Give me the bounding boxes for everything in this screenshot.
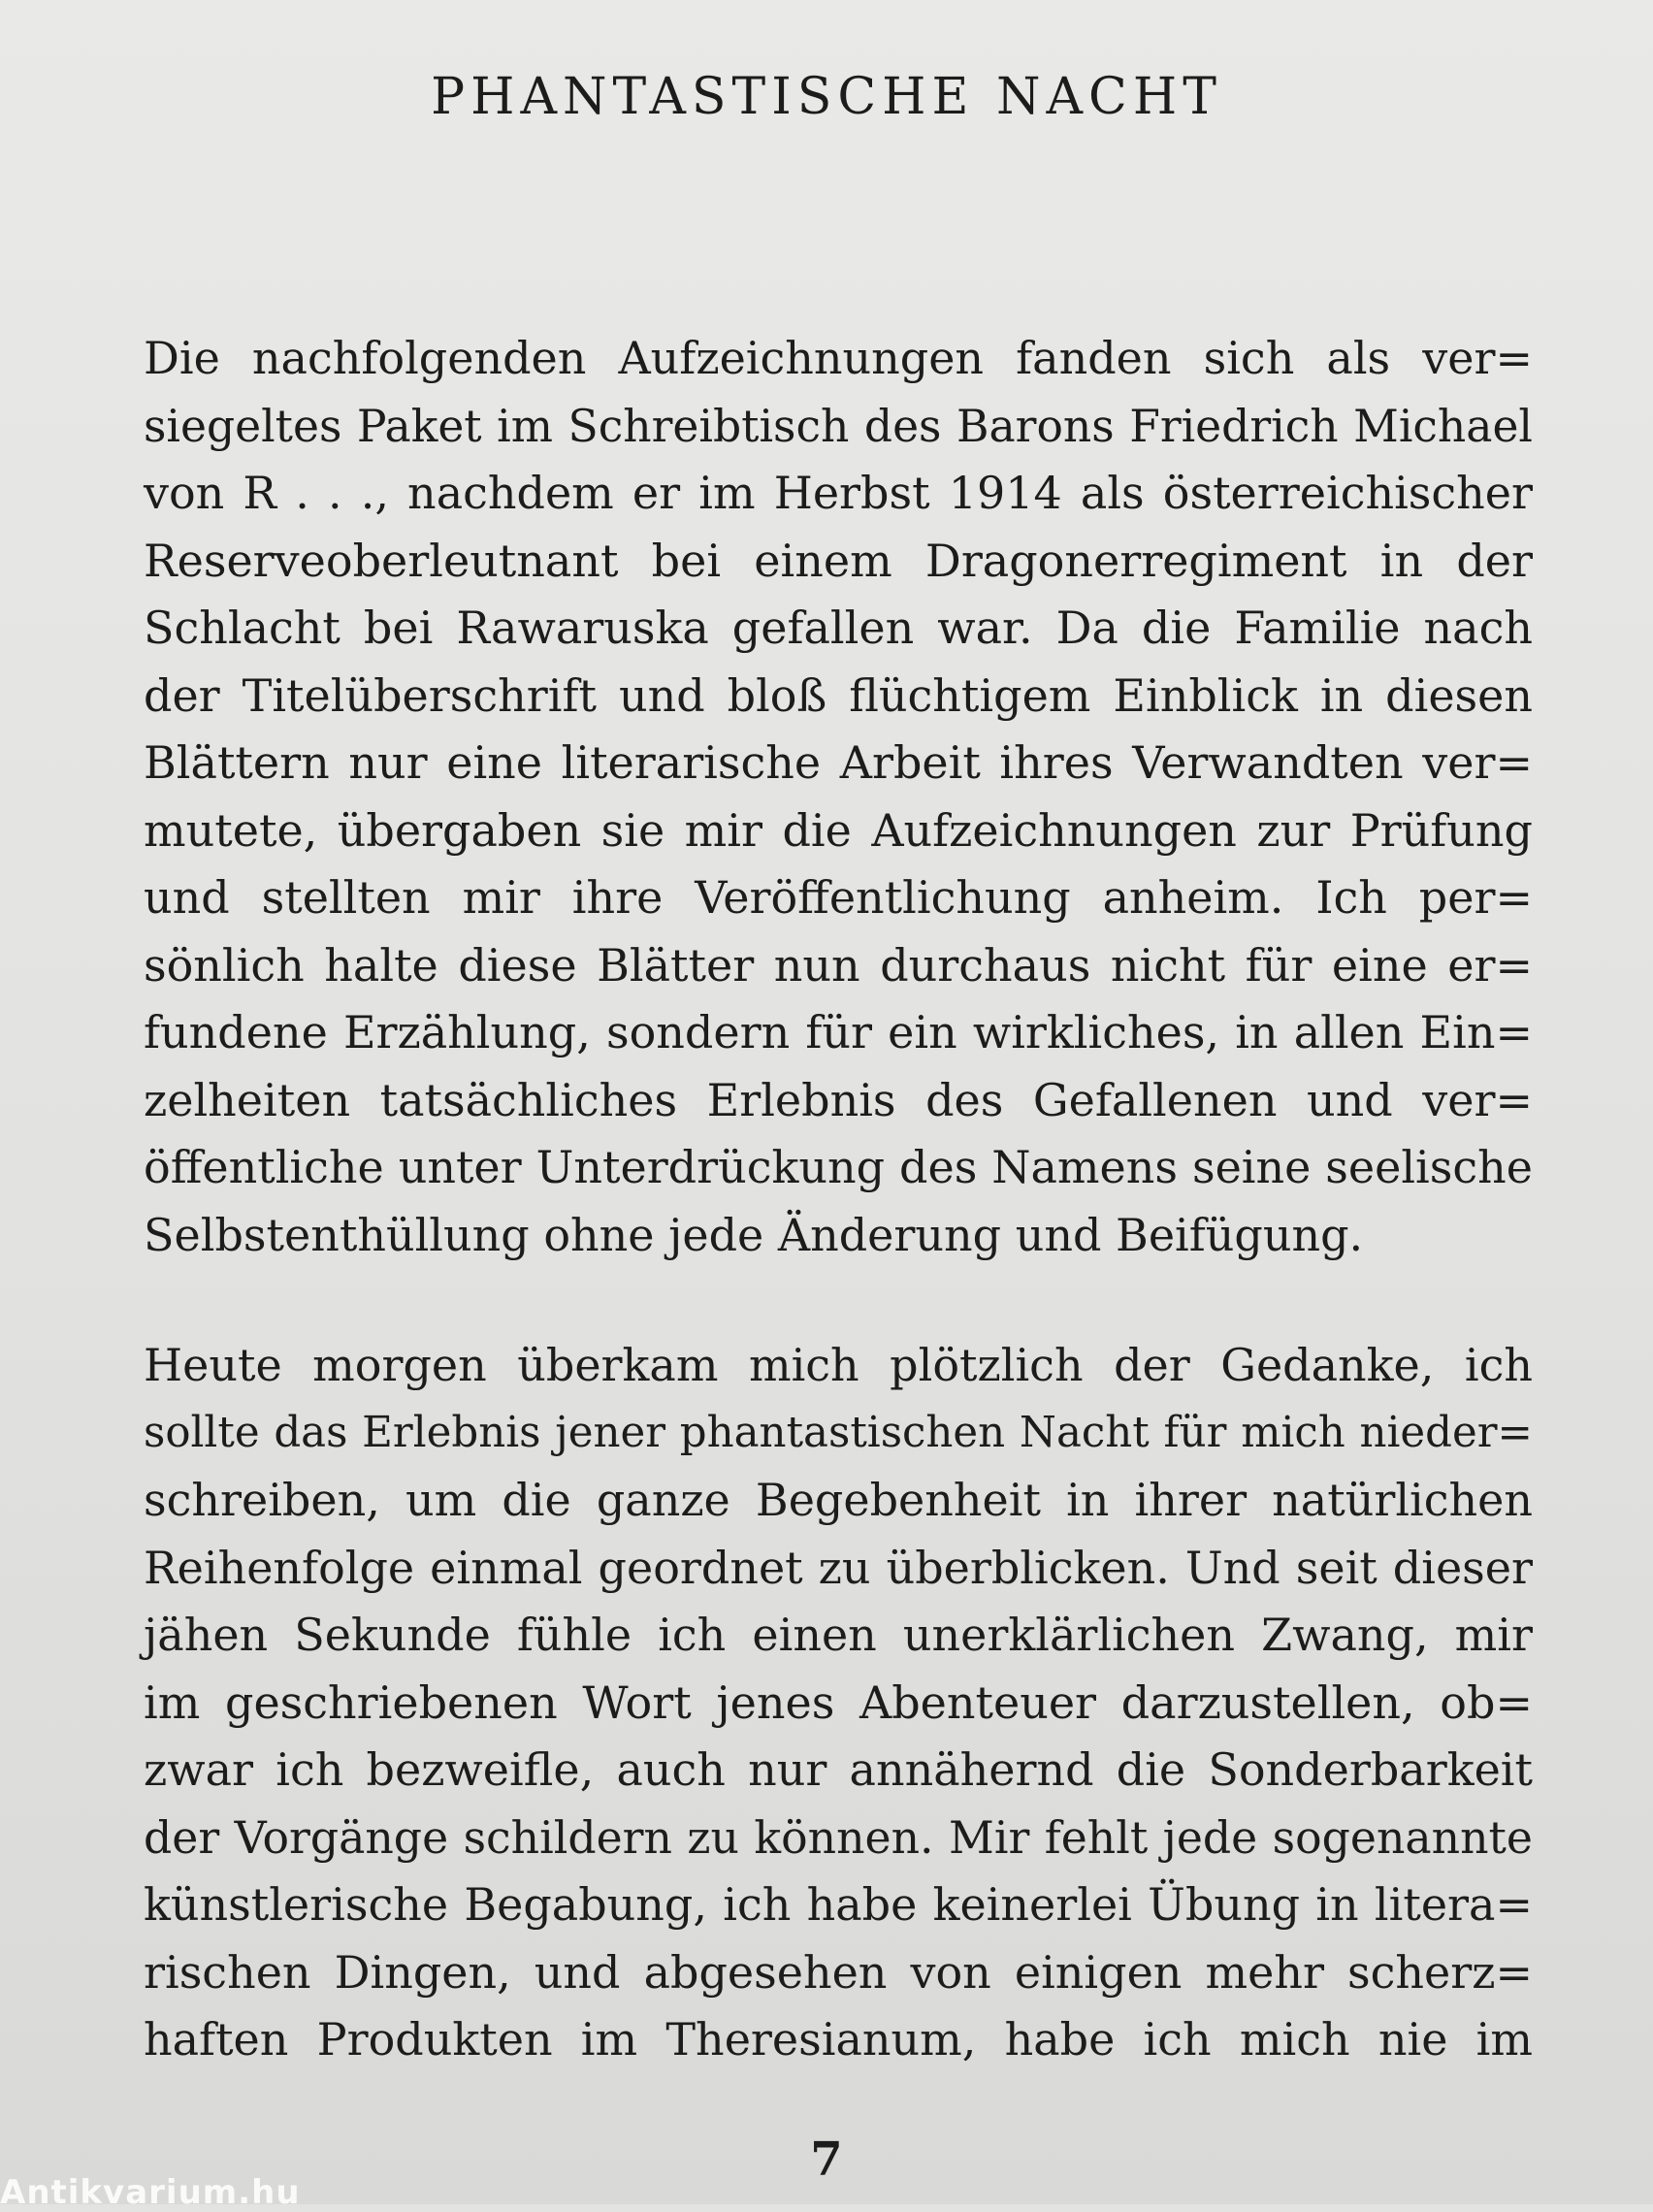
text-line: jähen Sekunde fühle ich einen unerklärlichen Zwang, mir — [144, 1609, 1533, 1661]
paragraph-2 — [144, 1332, 1533, 2074]
text-line: fundene Erzählung, sondern für ein wirkliches, in allen Ein= — [144, 1006, 1533, 1058]
text-line: Reihenfolge einmal geordnet zu überblicken. Und seit dieser — [144, 1541, 1533, 1594]
text-line: zwar ich bezweifle, auch nur annähernd die Sonderbarkeit — [144, 1743, 1533, 1796]
text-line: im geschriebenen Wort jenes Abenteuer darzustellen, ob= — [144, 1675, 1533, 1729]
text-line: rischen Dingen, und abgesehen von einigen mehr scherz= — [144, 1945, 1533, 1999]
paragraph-1 — [144, 325, 1533, 1269]
text-line: Selbstenthüllung ohne jede Änderung und Beifügung. — [144, 1208, 1364, 1261]
text-line: zelheiten tatsächliches Erlebnis des Gefallenen und ver= — [144, 1073, 1533, 1126]
text-line: siegeltes Paket im Schreibtisch des Barons Friedrich Michael — [144, 400, 1533, 452]
watermark: Antikvarium.hu — [0, 2173, 301, 2212]
text-line: mutete, übergaben sie mir die Aufzeichnungen zur Prüfung — [144, 803, 1533, 857]
text-line: sollte das Erlebnis jener phantastischen Nacht für mich nieder= — [144, 1408, 1533, 1457]
page-title: PHANTASTISCHE NACHT — [431, 68, 1222, 126]
text-line: Reserveoberleutnant bei einem Dragonerregiment in der — [144, 534, 1533, 587]
text-line: öffentliche unter Unterdrückung des Namens seine seelische — [144, 1141, 1533, 1193]
text-line: Heute morgen überkam mich plötzlich der Gedanke, ich — [144, 1339, 1533, 1391]
text-line: der Titelüberschrift und bloß flüchtigem Einblick in diesen — [144, 668, 1533, 722]
text-line: und stellten mir ihre Veröffentlichung anheim. Ich per= — [144, 871, 1533, 924]
text-line: Schlacht bei Rawaruska gefallen war. Da die Familie nach — [144, 602, 1533, 654]
text-line: der Vorgänge schildern zu können. Mir fehlt jede sogenannte — [144, 1811, 1533, 1864]
text-line: von R . . ., nachdem er im Herbst 1914 als österreichischer — [144, 467, 1533, 519]
page-number: 7 — [810, 2132, 843, 2187]
text-line: künstlerische Begabung, ich habe keinerlei Übung in litera= — [144, 1878, 1533, 1931]
text-line: haften Produkten im Theresianum, habe ich mich nie im — [144, 2013, 1533, 2066]
text-line: Die nachfolgenden Aufzeichnungen fanden sich als ver= — [144, 332, 1533, 384]
text-line: schreiben, um die ganze Begebenheit in ihrer natürlichen — [144, 1474, 1533, 1526]
text-line: Blättern nur eine literarische Arbeit ihres Verwandten ver= — [144, 736, 1533, 789]
text-line: sönlich halte diese Blätter nun durchaus nicht für eine er= — [144, 938, 1533, 992]
